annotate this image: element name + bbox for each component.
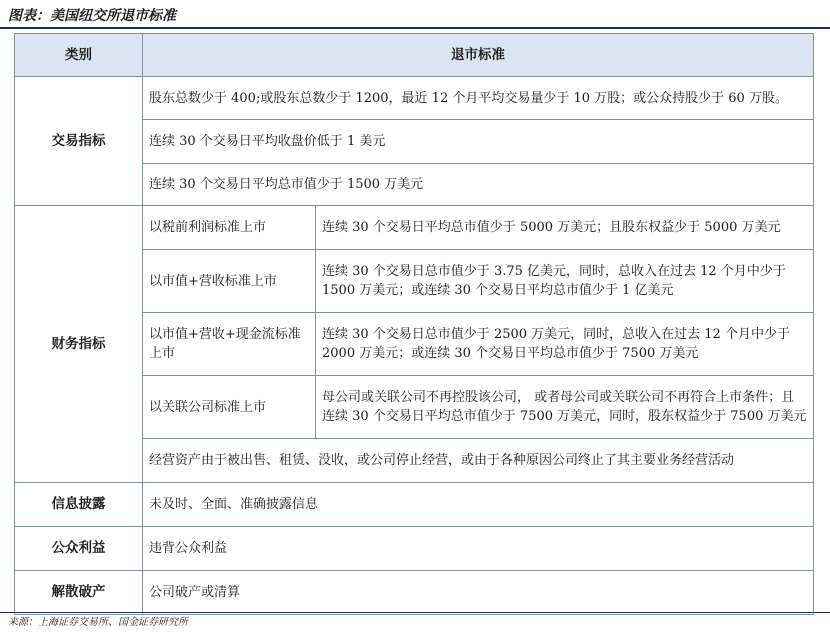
- criteria-cell: 违背公众利益: [143, 527, 814, 571]
- table-row: [15, 206, 814, 250]
- listing-standard-cell: 以税前利润标准上市: [143, 206, 316, 250]
- table-row: [15, 77, 814, 120]
- criteria-cell: 连续 30 个交易日总市值少于 3.75 亿美元，同时，总收入在过去 12 个月中少于 1500 万美元；或连续 30 个交易日平均总市值少于 1 亿美元: [316, 250, 814, 313]
- listing-standard-cell: 以市值+营收标准上市: [143, 250, 316, 313]
- table-row: [15, 527, 814, 571]
- title-divider: [0, 27, 830, 29]
- header-criteria: 退市标准: [143, 34, 814, 77]
- category-disclosure: 信息披露: [15, 483, 143, 527]
- criteria-cell: 连续 30 个交易日平均收盘价低于 1 美元: [143, 120, 814, 164]
- listing-standard-cell: 以市值+营收+现金流标准上市: [143, 313, 316, 376]
- criteria-cell: 经营资产由于被出售、租赁、没收，或公司停止经营，或由于各种原因公司终止了其主要业务经营活动: [143, 439, 814, 483]
- header-category: 类别: [15, 34, 143, 77]
- category-trading: 交易指标: [15, 77, 143, 206]
- delisting-standards-table: [14, 33, 814, 615]
- category-financial: 财务指标: [15, 206, 143, 483]
- criteria-cell: 连续 30 个交易日平均总市值少于 1500 万美元: [143, 164, 814, 206]
- category-public-interest: 公众利益: [15, 527, 143, 571]
- criteria-cell: 未及时、全面、准确披露信息: [143, 483, 814, 527]
- source-note: 来源：上海证券交易所、国金证券研究所: [8, 617, 188, 628]
- criteria-cell: 连续 30 个交易日总市值少于 2500 万美元，同时，总收入在过去 12 个月中少于 2000 万美元；或连续 30 个交易日平均总市值少于 7500 万美元: [316, 313, 814, 376]
- page-title: 图表：美国纽交所退市标准: [8, 8, 176, 24]
- category-dissolution: 解散破产: [15, 571, 143, 615]
- table-row: [15, 571, 814, 615]
- table-row: [15, 483, 814, 527]
- table-header-row: [15, 34, 814, 77]
- criteria-cell: 母公司或关联公司不再控股该公司， 或者母公司或关联公司不再符合上市条件；且连续 30 个交易日平均总市值少于 7500 万美元，同时，股东权益少于 7500 万美元: [316, 376, 814, 439]
- criteria-cell: 股东总数少于 400;或股东总数少于 1200，最近 12 个月平均交易量少于 10 万股；或公众持股少于 60 万股。: [143, 77, 814, 120]
- criteria-cell: 连续 30 个交易日平均总市值少于 5000 万美元；且股东权益少于 5000 万美元: [316, 206, 814, 250]
- listing-standard-cell: 以关联公司标准上市: [143, 376, 316, 439]
- criteria-cell: 公司破产或清算: [143, 571, 814, 615]
